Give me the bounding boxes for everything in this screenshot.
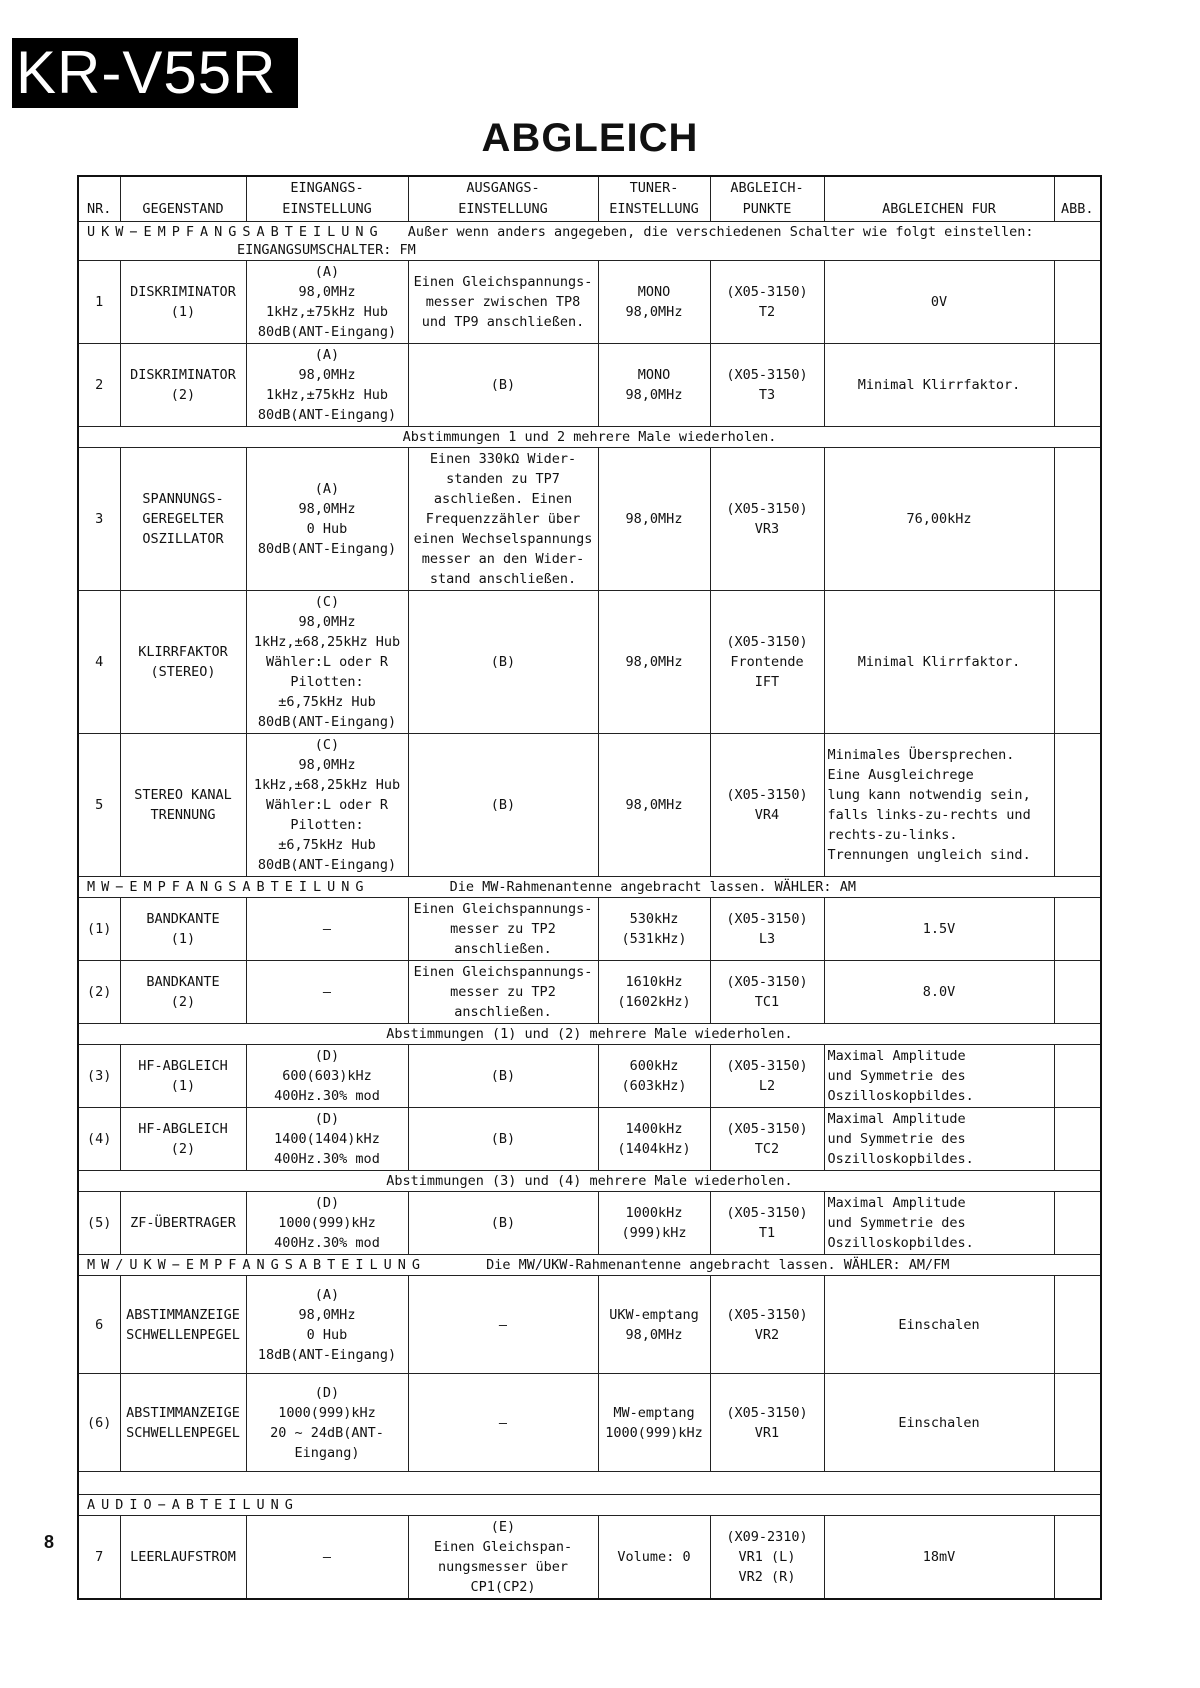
cell-eingang: (D) 1400(1404)kHz 400Hz.30% mod bbox=[246, 1108, 408, 1171]
cell-eingang: (D) 600(603)kHz 400Hz.30% mod bbox=[246, 1045, 408, 1108]
cell-abb bbox=[1054, 898, 1101, 961]
section-cell bbox=[78, 222, 1101, 261]
table-row bbox=[78, 1276, 1101, 1374]
section-title: MW/UKW−EMPFANGSABTEILUNG bbox=[87, 1257, 427, 1273]
cell-abb bbox=[1054, 1276, 1101, 1374]
cell-tuner: Volume: 0 bbox=[598, 1516, 710, 1600]
cell-nr: (5) bbox=[78, 1192, 120, 1255]
cell-nr: (3) bbox=[78, 1045, 120, 1108]
table-row bbox=[78, 1516, 1101, 1600]
note-cell: Abstimmungen 1 und 2 mehrere Male wiederholen. bbox=[78, 427, 1101, 448]
cell-eingang: (D) 1000(999)kHz 400Hz.30% mod bbox=[246, 1192, 408, 1255]
cell-abb bbox=[1054, 261, 1101, 344]
cell-tuner: 98,0MHz bbox=[598, 591, 710, 734]
section-title: AUDIO−ABTEILUNG bbox=[87, 1497, 299, 1513]
cell-punkte: (X05-3150) L2 bbox=[710, 1045, 824, 1108]
cell-gegenstand: HF-ABGLEICH (2) bbox=[120, 1108, 246, 1171]
cell-nr: (2) bbox=[78, 961, 120, 1024]
cell-eingang: — bbox=[246, 961, 408, 1024]
table-row bbox=[78, 1192, 1101, 1255]
section-title: MW−EMPFANGSABTEILUNG bbox=[87, 879, 370, 895]
note-row bbox=[78, 1024, 1101, 1045]
model-label: KR-V55R bbox=[12, 38, 298, 108]
cell-nr: 5 bbox=[78, 734, 120, 877]
cell-ausgang: (B) bbox=[408, 591, 598, 734]
table-row bbox=[78, 898, 1101, 961]
cell-tuner: MW-emptang 1000(999)kHz bbox=[598, 1374, 710, 1472]
cell-punkte: (X05-3150) T1 bbox=[710, 1192, 824, 1255]
cell-ausgang: (B) bbox=[408, 734, 598, 877]
cell-nr: (4) bbox=[78, 1108, 120, 1171]
cell-nr: 4 bbox=[78, 591, 120, 734]
cell-punkte: (X05-3150) Frontende IFT bbox=[710, 591, 824, 734]
cell-tuner: 1000kHz (999)kHz bbox=[598, 1192, 710, 1255]
cell-tuner: MONO 98,0MHz bbox=[598, 344, 710, 427]
cell-tuner: UKW-emptang 98,0MHz bbox=[598, 1276, 710, 1374]
cell-ausgang: Einen 330kΩ Wider- standen zu TP7 aschließen. Einen Frequenzzähler über einen Wechselspannungs messer an den Wider- stand anschließen. bbox=[408, 448, 598, 591]
cell-gegenstand: HF-ABGLEICH (1) bbox=[120, 1045, 246, 1108]
cell-ausgang: Einen Gleichspannungs- messer zu TP2 anschließen. bbox=[408, 961, 598, 1024]
note-cell: Abstimmungen (3) und (4) mehrere Male wiederholen. bbox=[78, 1171, 1101, 1192]
col-header-tuner: TUNER- EINSTELLUNG bbox=[598, 176, 710, 222]
cell-abgleichen-fur: 0V bbox=[824, 261, 1054, 344]
cell-abgleichen-fur: Maximal Amplitude und Symmetrie des Oszilloskopbildes. bbox=[824, 1192, 1054, 1255]
cell-gegenstand: BANDKANTE (1) bbox=[120, 898, 246, 961]
cell-abgleichen-fur: Maximal Amplitude und Symmetrie des Oszilloskopbildes. bbox=[824, 1108, 1054, 1171]
cell-tuner: 98,0MHz bbox=[598, 734, 710, 877]
cell-abgleichen-fur: Einschalen bbox=[824, 1276, 1054, 1374]
table-row bbox=[78, 344, 1101, 427]
cell-abb bbox=[1054, 591, 1101, 734]
page-number: 8 bbox=[44, 1532, 55, 1552]
section-row-ukw bbox=[78, 222, 1101, 261]
cell-abb bbox=[1054, 961, 1101, 1024]
cell-gegenstand: ZF-ÜBERTRAGER bbox=[120, 1192, 246, 1255]
cell-tuner: 530kHz (531kHz) bbox=[598, 898, 710, 961]
alignment-table bbox=[77, 175, 1102, 1600]
cell-ausgang: (B) bbox=[408, 1192, 598, 1255]
section-subnote: EINGANGSUMSCHALTER: FM bbox=[237, 242, 416, 258]
cell-ausgang: (B) bbox=[408, 344, 598, 427]
cell-tuner: 1400kHz (1404kHz) bbox=[598, 1108, 710, 1171]
cell-punkte: (X05-3150) TC1 bbox=[710, 961, 824, 1024]
cell-abb bbox=[1054, 448, 1101, 591]
col-header-punkte: ABGLEICH- PUNKTE bbox=[710, 176, 824, 222]
cell-abgleichen-fur: Einschalen bbox=[824, 1374, 1054, 1472]
table-row bbox=[78, 591, 1101, 734]
section-title: UKW−EMPFANGSABTEILUNG bbox=[87, 224, 384, 240]
cell-gegenstand: KLIRRFAKTOR (STEREO) bbox=[120, 591, 246, 734]
cell-eingang: (A) 98,0MHz 0 Hub 80dB(ANT-Eingang) bbox=[246, 448, 408, 591]
cell-eingang: (A) 98,0MHz 1kHz,±75kHz Hub 80dB(ANT-Eingang) bbox=[246, 344, 408, 427]
cell-punkte: (X05-3150) VR4 bbox=[710, 734, 824, 877]
cell-punkte: (X05-3150) VR3 bbox=[710, 448, 824, 591]
cell-gegenstand: LEERLAUFSTROM bbox=[120, 1516, 246, 1600]
cell-abgleichen-fur: 1.5V bbox=[824, 898, 1054, 961]
cell-punkte: (X05-3150) VR2 bbox=[710, 1276, 824, 1374]
cell-nr: 3 bbox=[78, 448, 120, 591]
cell-ausgang: (B) bbox=[408, 1108, 598, 1171]
table-header-row bbox=[78, 176, 1101, 222]
cell-abgleichen-fur: Minimal Klirrfaktor. bbox=[824, 591, 1054, 734]
cell-eingang: (A) 98,0MHz 1kHz,±75kHz Hub 80dB(ANT-Eingang) bbox=[246, 261, 408, 344]
cell-punkte: (X05-3150) TC2 bbox=[710, 1108, 824, 1171]
cell-tuner: 1610kHz (1602kHz) bbox=[598, 961, 710, 1024]
cell-eingang: (A) 98,0MHz 0 Hub 18dB(ANT-Eingang) bbox=[246, 1276, 408, 1374]
cell-abb bbox=[1054, 1045, 1101, 1108]
cell-gegenstand: SPANNUNGS- GEREGELTER OSZILLATOR bbox=[120, 448, 246, 591]
cell-ausgang: Einen Gleichspannungs- messer zu TP2 anschließen. bbox=[408, 898, 598, 961]
section-row-audio bbox=[78, 1495, 1101, 1516]
col-header-gegenstand: GEGENSTAND bbox=[120, 176, 246, 222]
cell-ausgang: Einen Gleichspannungs- messer zwischen TP8 und TP9 anschließen. bbox=[408, 261, 598, 344]
cell-eingang: (C) 98,0MHz 1kHz,±68,25kHz Hub Wähler:L oder R Pilotten: ±6,75kHz Hub 80dB(ANT-Eingang) bbox=[246, 734, 408, 877]
col-header-ausgang: AUSGANGS- EINSTELLUNG bbox=[408, 176, 598, 222]
cell-nr: 7 bbox=[78, 1516, 120, 1600]
section-cell bbox=[78, 1495, 1101, 1516]
section-cell bbox=[78, 1255, 1101, 1276]
cell-abb bbox=[1054, 344, 1101, 427]
col-header-nr: NR. bbox=[78, 176, 120, 222]
cell-eingang: — bbox=[246, 898, 408, 961]
cell-punkte: (X05-3150) T2 bbox=[710, 261, 824, 344]
cell-abgleichen-fur: 76,00kHz bbox=[824, 448, 1054, 591]
cell-eingang: (D) 1000(999)kHz 20 ~ 24dB(ANT-Eingang) bbox=[246, 1374, 408, 1472]
table-row bbox=[78, 261, 1101, 344]
cell-tuner: 600kHz (603kHz) bbox=[598, 1045, 710, 1108]
table-row bbox=[78, 961, 1101, 1024]
cell-tuner: MONO 98,0MHz bbox=[598, 261, 710, 344]
cell-tuner: 98,0MHz bbox=[598, 448, 710, 591]
cell-nr: (6) bbox=[78, 1374, 120, 1472]
cell-abgleichen-fur: 18mV bbox=[824, 1516, 1054, 1600]
cell-punkte: (X05-3150) VR1 bbox=[710, 1374, 824, 1472]
cell-ausgang: — bbox=[408, 1374, 598, 1472]
section-note: Die MW-Rahmenantenne angebracht lassen. WÄHLER: AM bbox=[449, 879, 856, 895]
cell-eingang: (C) 98,0MHz 1kHz,±68,25kHz Hub Wähler:L oder R Pilotten: ±6,75kHz Hub 80dB(ANT-Eingang) bbox=[246, 591, 408, 734]
blank-row bbox=[78, 1472, 1101, 1495]
cell-ausgang: (E) Einen Gleichspan- nungsmesser über CP1(CP2) bbox=[408, 1516, 598, 1600]
cell-punkte: (X05-3150) T3 bbox=[710, 344, 824, 427]
cell-abgleichen-fur: 8.0V bbox=[824, 961, 1054, 1024]
note-row bbox=[78, 1171, 1101, 1192]
cell-abb bbox=[1054, 1108, 1101, 1171]
cell-abgleichen-fur: Minimal Klirrfaktor. bbox=[824, 344, 1054, 427]
cell-nr: 1 bbox=[78, 261, 120, 344]
note-row bbox=[78, 427, 1101, 448]
cell-nr: 6 bbox=[78, 1276, 120, 1374]
col-header-abgleichen-fur: ABGLEICHEN FUR bbox=[824, 176, 1054, 222]
cell-gegenstand: BANDKANTE (2) bbox=[120, 961, 246, 1024]
cell-ausgang: — bbox=[408, 1276, 598, 1374]
cell-nr: (1) bbox=[78, 898, 120, 961]
col-header-abb: ABB. bbox=[1054, 176, 1101, 222]
section-row-mw bbox=[78, 877, 1101, 898]
cell-gegenstand: ABSTIMMANZEIGE SCHWELLENPEGEL bbox=[120, 1374, 246, 1472]
table-row bbox=[78, 448, 1101, 591]
page-title: ABGLEICH bbox=[481, 116, 699, 160]
cell-abb bbox=[1054, 1516, 1101, 1600]
cell-gegenstand: DISKRIMINATOR (2) bbox=[120, 344, 246, 427]
cell-gegenstand: DISKRIMINATOR (1) bbox=[120, 261, 246, 344]
cell-abb bbox=[1054, 734, 1101, 877]
col-header-eingang: EINGANGS- EINSTELLUNG bbox=[246, 176, 408, 222]
cell-abb bbox=[1054, 1374, 1101, 1472]
cell-gegenstand: STEREO KANAL TRENNUNG bbox=[120, 734, 246, 877]
section-cell bbox=[78, 877, 1101, 898]
section-row-mwukw bbox=[78, 1255, 1101, 1276]
cell-abgleichen-fur: Minimales Übersprechen. Eine Ausgleichrege lung kann notwendig sein, falls links-zu-rechts und rechts-zu-links. Trennungen ungleich sind. bbox=[824, 734, 1054, 877]
table-body bbox=[78, 222, 1101, 1600]
cell-abgleichen-fur: Maximal Amplitude und Symmetrie des Oszilloskopbildes. bbox=[824, 1045, 1054, 1108]
table-row bbox=[78, 1374, 1101, 1472]
cell-abb bbox=[1054, 1192, 1101, 1255]
section-note: Außer wenn anders angegeben, die verschiedenen Schalter wie folgt einstellen: bbox=[407, 224, 1034, 240]
table-row bbox=[78, 1045, 1101, 1108]
cell-punkte: (X05-3150) L3 bbox=[710, 898, 824, 961]
note-cell: Abstimmungen (1) und (2) mehrere Male wiederholen. bbox=[78, 1024, 1101, 1045]
cell-gegenstand: ABSTIMMANZEIGE SCHWELLENPEGEL bbox=[120, 1276, 246, 1374]
section-note: Die MW/UKW-Rahmenantenne angebracht lassen. WÄHLER: AM/FM bbox=[486, 1257, 950, 1273]
cell-ausgang: (B) bbox=[408, 1045, 598, 1108]
cell-punkte: (X09-2310) VR1 (L) VR2 (R) bbox=[710, 1516, 824, 1600]
table-row bbox=[78, 734, 1101, 877]
table-row bbox=[78, 1108, 1101, 1171]
cell-nr: 2 bbox=[78, 344, 120, 427]
cell-eingang: — bbox=[246, 1516, 408, 1600]
